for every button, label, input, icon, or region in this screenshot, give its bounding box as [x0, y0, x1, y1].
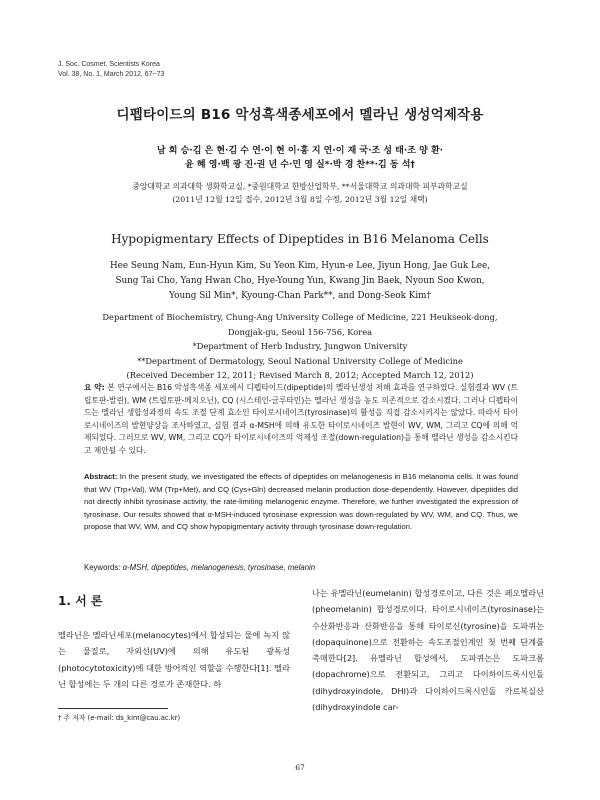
- korean-authors: [0, 144, 600, 172]
- keywords: [84, 563, 315, 572]
- korean-authors-line-1: 남 희 승·김 은 현·김 수 연·이 현 이·홍 지 연·이 재 국·조 성 태·조 양 환·: [156, 146, 444, 156]
- english-authors-line-1: Hee Seung Nam, Eun-Hyun Kim, Su Yeon Kim, Hyun-e Lee, Jiyun Hong, Jae Guk Lee,: [109, 261, 491, 271]
- keywords-label: Keywords:: [84, 563, 121, 572]
- english-affiliation-line-4: **Department of Dermatology, Seoul National University College of Medicine: [137, 355, 463, 366]
- korean-abstract: [84, 382, 518, 458]
- footnote: † 주 저자 (e-mail: ds_kim@cau.ac.kr): [58, 714, 181, 722]
- english-authors-line-2: Sung Tai Cho, Yang Hwan Cho, Hye-Young Yun, Kwang Jin Baek, Nyoun Soo Kwon,: [115, 276, 485, 286]
- page-number: 67: [295, 763, 305, 772]
- keywords-values: α-MSH, dipeptides, melanogenesis, tyrosinase, melanin: [122, 563, 316, 572]
- korean-authors-line-2: 윤 혜 영·백 광 진·권 년 수·민 영 실*·박 경 찬**·김 동 석†: [185, 160, 415, 170]
- journal-name: J. Soc. Cosmet. Scientists Korea: [58, 61, 160, 68]
- english-affiliation: [0, 310, 600, 383]
- left-column-text: 멜라닌은 멜라닌세포(melanocytes)에서 합성되는 물에 녹지 않는 물질로, 자외선(UV)에 의해 유도된 광독성(photocytotoxicity)에 대한 방어적인 역할을 수행한다[1]. 멜라닌 합성에는 두 개의 다른 경로가 존재한다. 하: [58, 630, 290, 689]
- english-affiliation-line-3: *Department of Herb Industry, Jungwon University: [192, 341, 408, 351]
- english-authors: [0, 259, 600, 304]
- korean-dates: (2011년 12월 12일 접수, 2012년 3월 8일 수정, 2012년 3월 12일 채택): [172, 195, 428, 204]
- english-authors-line-3: Young Sil Min*, Kyoung-Chan Park**, and Dong-Seok Kim†: [169, 291, 431, 301]
- english-abstract: [84, 471, 518, 534]
- english-abstract-label: Abstract:: [84, 472, 118, 481]
- korean-abstract-text: 본 연구에서는 B16 악성흑색종 세포에서 디펩타이드(dipeptide)의 멜라닌생성 저해 효과를 연구하였다. 실험결과 WV (트립토판-발린), WM (트립토판-메치오닌), CQ (시스테인-글루타민)는 멜라닌 생성을 농도 의존적으로 감소시켰다. 그러나 디펩타이드는 멜라닌 생합성과정의 속도 조절 단계 효소인 타이로시네이즈(tyrosinase)의 활성을 직접 감소시키지는 않았다. 따라서 타이로시네이즈의 발현양상을 조사하였고, 실험 결과 α-MSH에 의해 유도한 타이로시네이즈 발현이 WV, WM, 그리고 CQ에 의해 억제되었다. 그러므로 WV, WM, 그리고 CQ가 타이로시네이즈의 억제성 조절(down-regulation)을 통해 멜라닌 생성을 감소시킨다고 제안될 수 있다.: [84, 383, 518, 455]
- korean-title: 디펩타이드의 B16 악성흑색종세포에서 멜라닌 생성억제작용: [116, 107, 484, 123]
- footnote-divider: [58, 708, 168, 709]
- english-affiliation-line-1: Department of Biochemistry, Chung-Ang University College of Medicine, 221 Heukseok-dong,: [102, 312, 498, 322]
- english-affiliation-line-2: Dongjak-gu, Seoul 156-756, Korea: [227, 326, 373, 337]
- section-heading: 1. 서 론: [58, 594, 103, 608]
- korean-affiliation: [0, 180, 600, 206]
- english-abstract-text: In the present study, we investigated the effects of dipeptides on melanogenesis in B16 melanoma cells. It was found that WV (Trp+Val), WM (Trp+Met), and CQ (Cys+Gln) decreased melanin production dose-dependently. However, dipeptides did not directly inhibit tyrosinase activity, the rate-limiting melanogenic enzyme. Therefore, we further investigated the expression of tyrosinase. Our results showed that α-MSH-induced tyrosinase expression was down-regulated by WV, WM, and CQ. Thus, we propose that WV, WM, and CQ show hypopigmentary activity through tyrosinase down-regulation.: [84, 472, 518, 531]
- english-title: Hypopigmentary Effects of Dipeptides in B16 Melanoma Cells: [111, 232, 489, 246]
- right-column-text: 나는 유멜라닌(eumelanin) 합성경로이고, 다른 것은 페오멜라닌(pheomelanin) 합성경로이다. 타이로시네이즈(tyrosinase)는 수산화반응과 산화반응을 통해 타이로신(tyrosine)을 도파퀴논(dopaquinone)으로 전환하는 속도조절인계인 첫 번째 단계를 촉매한다[2]. 유멜라닌 합성에서, 도파퀴논은 도파크롬(dopachrome)으로 전환되고, 그리고 다이하이드록시인돌(dihydroxyindole, DHI)과 다이하이드록시인돌 카르복실산(dihydroxyindole car-: [312, 588, 544, 713]
- korean-affiliation-line-1: 중앙대학교 의과대학 생화학교실, *중원대학교 한방산업학부, **서울대학교 의과대학 피부과학교실: [132, 182, 468, 191]
- korean-abstract-label: 요 약:: [84, 383, 105, 392]
- journal-volume: Vol. 38, No. 1, March 2012, 67~73: [58, 71, 165, 78]
- english-dates: (Received December 12, 2011; Revised March 8, 2012; Accepted March 12, 2012): [126, 370, 474, 380]
- journal-info: [58, 60, 164, 80]
